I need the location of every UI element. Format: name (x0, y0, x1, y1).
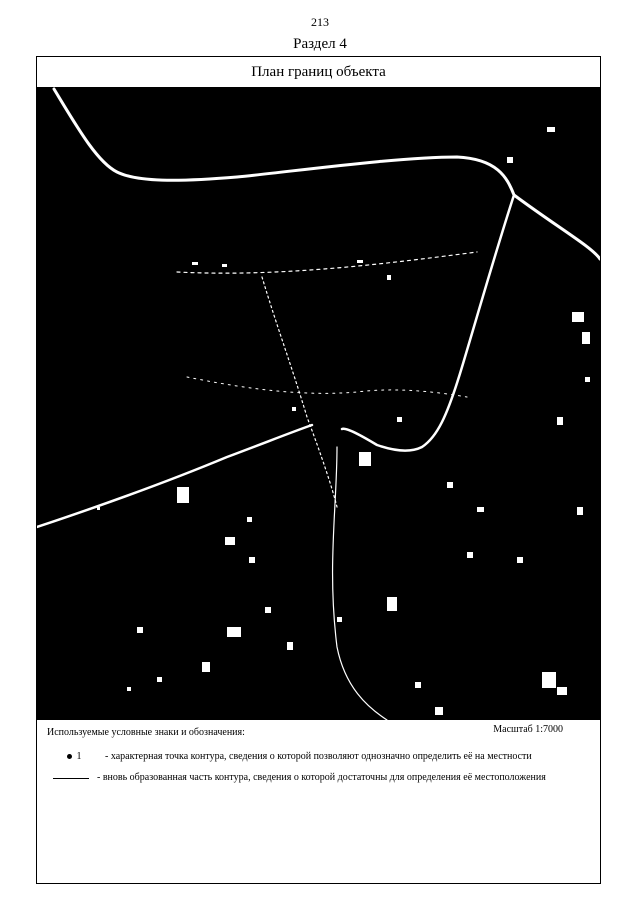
map-drawing (37, 87, 600, 720)
section-title: Раздел 4 (293, 36, 347, 52)
track-3 (333, 447, 387, 720)
road-diagonal (342, 195, 514, 451)
road-top (54, 89, 600, 259)
map-scale: Масштаб 1:7000 (493, 724, 563, 735)
point-number: 1 (76, 751, 82, 762)
document-frame (36, 56, 601, 884)
legend-row-point (53, 751, 532, 762)
line-description: - вновь образованная часть контура, сведения о которой достаточны для определения её местоположения (97, 772, 546, 783)
legend-title: Используемые условные знаки и обозначения: (47, 727, 245, 738)
track-1 (262, 277, 337, 507)
track-2 (177, 252, 477, 273)
track-4 (187, 377, 467, 397)
road-west (37, 425, 312, 527)
satellite-map (37, 87, 600, 720)
point-description: - характерная точка контура, сведения о которой позволяют однозначно определить её на местности (105, 751, 532, 762)
page-number: 213 (311, 15, 329, 29)
point-marker-icon (67, 754, 72, 759)
boundary-line-icon (53, 778, 89, 779)
plan-title: План границ объекта (251, 64, 386, 80)
